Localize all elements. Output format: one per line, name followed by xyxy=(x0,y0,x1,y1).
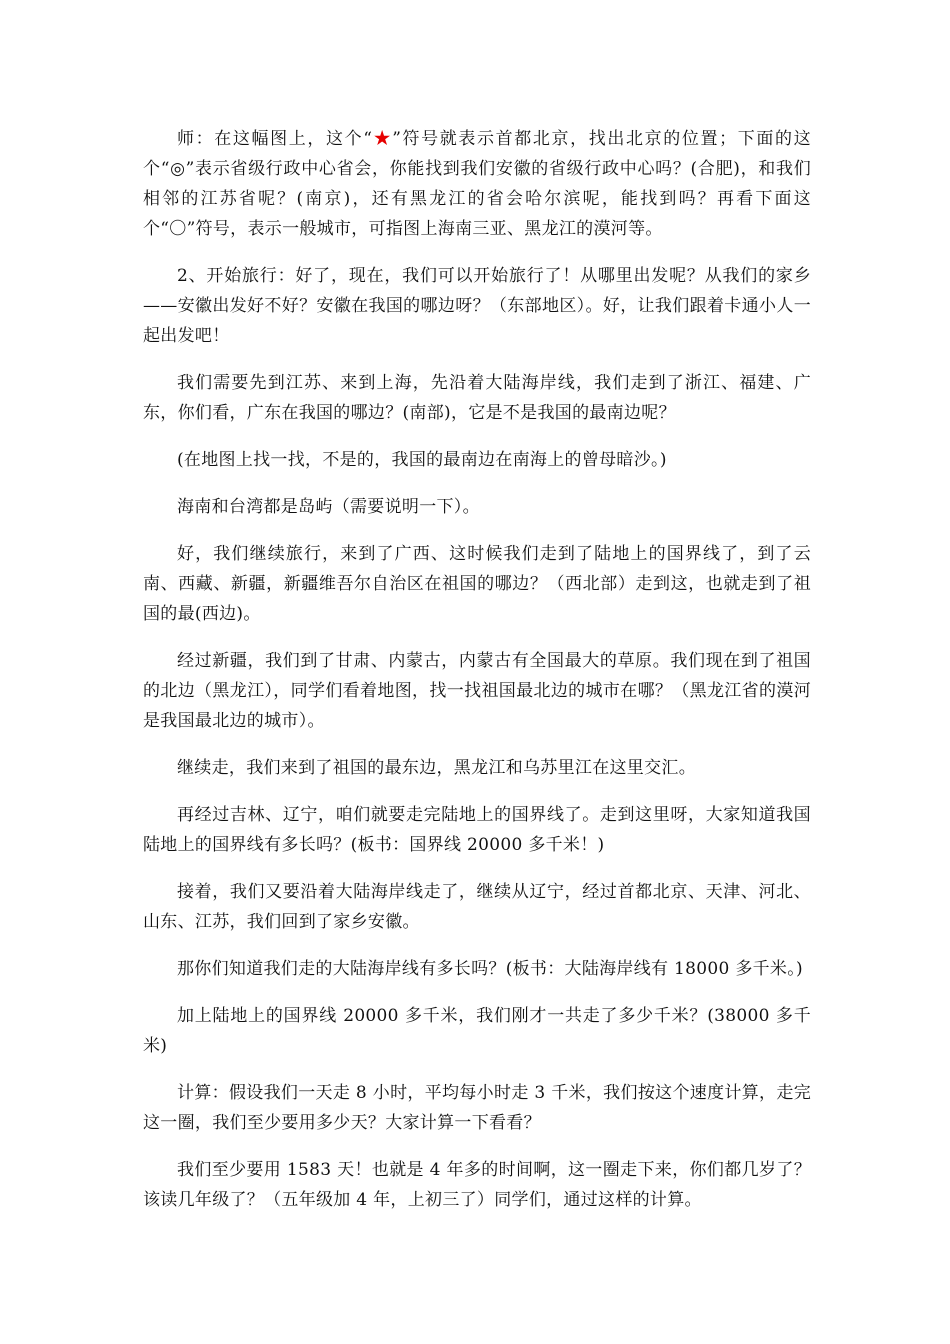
star-icon: ★ xyxy=(372,129,393,149)
paragraph-calculation: 计算：假设我们一天走 8 小时，平均每小时走 3 千米，我们按这个速度计算，走完这一圈，我们至少要用多少天？大家计算一下看看？ xyxy=(143,1083,811,1133)
paragraph-symbols-text-a: 师：在这幅图上，这个“ xyxy=(177,129,373,149)
document-body xyxy=(143,124,811,1232)
paragraph-west: 好，我们继续旅行，来到了广西、这时候我们走到了陆地上的国界线了，到了云南、西藏、新疆，新疆维吾尔自治区在祖国的哪边？（西北部）走到这，也就走到了祖国的最(西边)。 xyxy=(143,544,811,624)
paragraph-return-home: 接着，我们又要沿着大陆海岸线走了，继续从辽宁，经过首都北京、天津、河北、山东、江苏，我们回到了家乡安徽。 xyxy=(143,882,811,932)
paragraph-symbols xyxy=(143,124,811,244)
paragraph-east: 继续走，我们来到了祖国的最东边，黑龙江和乌苏里江在这里交汇。 xyxy=(177,758,696,778)
paragraph-coastline-south: 我们需要先到江苏、来到上海，先沿着大陆海岸线，我们走到了浙江、福建、广东，你们看，广东在我国的哪边？(南部)，它是不是我国的最南边呢？ xyxy=(143,373,811,423)
paragraph-coastline-length: 那你们知道我们走的大陆海岸线有多长吗？(板书：大陆海岸线有 18000 多千米。) xyxy=(177,959,803,979)
paragraph-southernmost: (在地图上找一找，不是的，我国的最南边在南海上的曾母暗沙。) xyxy=(177,450,667,470)
paragraph-symbols-text-b: ”符号就表示首都北京，找出北京的位置；下面的这个“◎”表示省级行政中心省会，你能找到我们安徽的省级行政中心吗？(合肥)，和我们相邻的江苏省呢？(南京)，还有黑龙江的省会哈尔滨呢，能找到吗？再看下面这个“〇”符号，表示一般城市，可指图上海南三亚、黑龙江的漠河等。 xyxy=(143,129,811,239)
paragraph-start-trip: 2、开始旅行：好了，现在，我们可以开始旅行了！从哪里出发呢？从我们的家乡——安徽出发好不好？安徽在我国的哪边呀？（东部地区）。好，让我们跟着卡通小人一起出发吧！ xyxy=(143,266,811,346)
paragraph-land-border: 再经过吉林、辽宁，咱们就要走完陆地上的国界线了。走到这里呀，大家知道我国陆地上的国界线有多长吗？(板书：国界线 20000 多千米！) xyxy=(143,805,811,855)
paragraph-result: 我们至少要用 1583 天！也就是 4 年多的时间啊，这一圈走下来，你们都几岁了？该读几年级了？（五年级加 4 年，上初三了）同学们，通过这样的计算。 xyxy=(143,1160,811,1210)
paragraph-islands: 海南和台湾都是岛屿（需要说明一下）。 xyxy=(177,497,480,517)
paragraph-total-length: 加上陆地上的国界线 20000 多千米，我们刚才一共走了多少千米？(38000 多千米) xyxy=(143,1006,811,1056)
paragraph-north: 经过新疆，我们到了甘肃、内蒙古，内蒙古有全国最大的草原。我们现在到了祖国的北边（黑龙江），同学们看着地图，找一找祖国最北边的城市在哪？（黑龙江省的漠河是我国最北边的城市）。 xyxy=(143,651,811,731)
